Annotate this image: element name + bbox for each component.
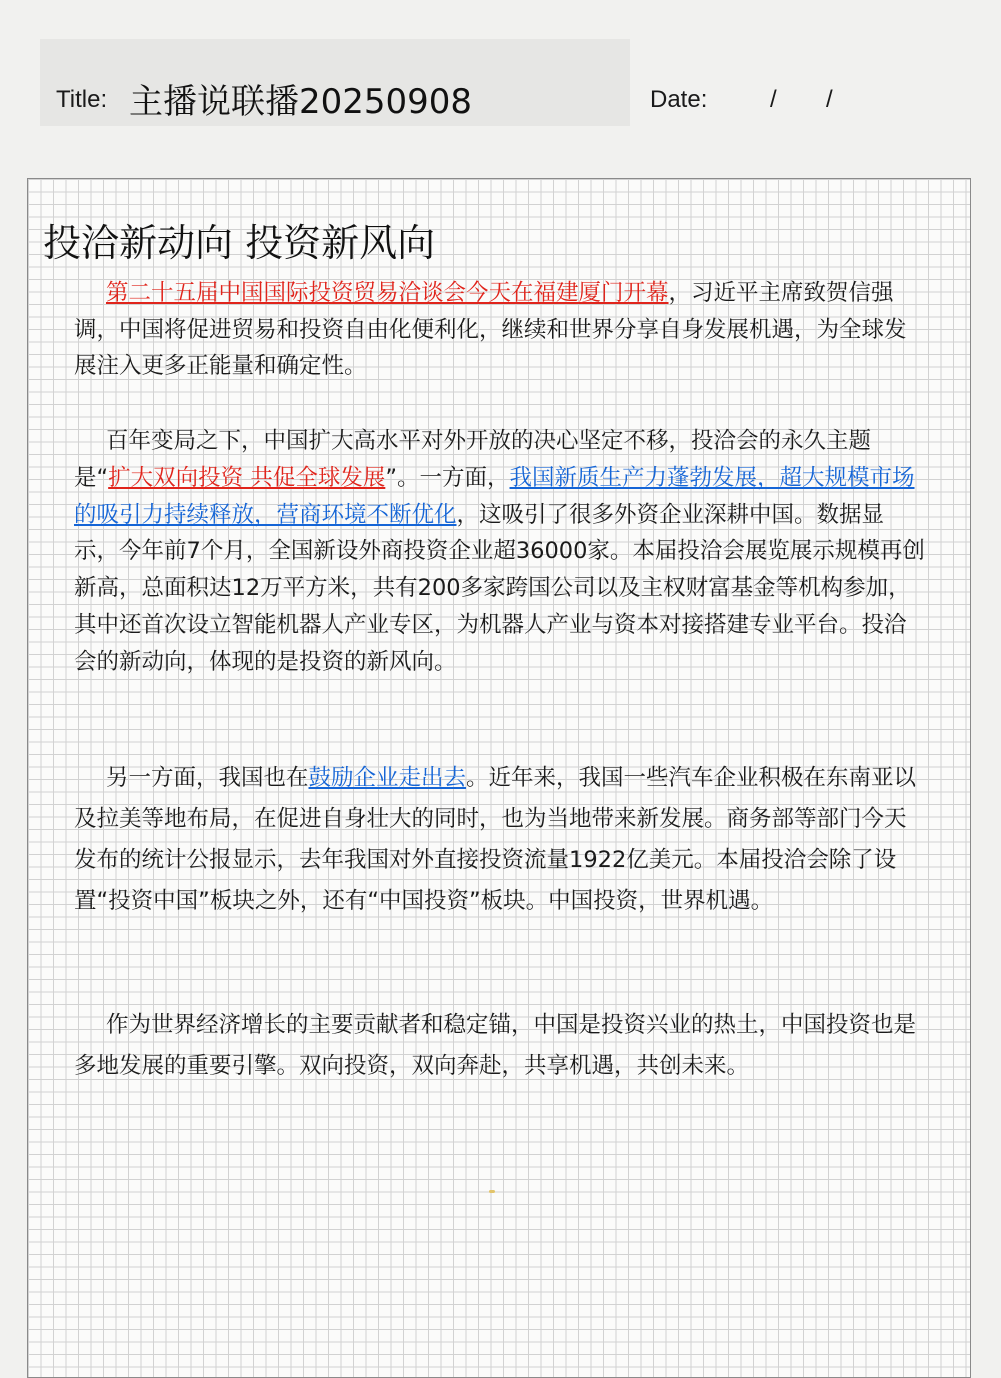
paragraph-text: ”。一方面， [385,464,510,491]
date-label: Date: [650,86,708,113]
paragraph-2 [74,423,926,681]
title-label: Title: [56,86,108,113]
paragraph-4 [74,1005,926,1087]
paragraph-text: ，这吸引了很多外资企业深耕中国。数据显示，今年前7个月，全国新设外商投资企业超36000家。本届投洽会展览展示规模再创新高，总面积达12万平方米，共有200多家跨国公司以及主权财富基金等机构参加，其中还首次设立智能机器人产业专区，为机器人产业与资本对接搭建专业平台。投洽会的新动向，体现的是投资的新风向。 [74,501,925,675]
highlight-red-text: 扩大双向投资 共促全球发展 [108,464,386,491]
paragraph-text: ，习近平主席致贺信强调，中国将促进贸易和投资自由化便利化，继续和世界分享自身发展机遇，为全球发展注入更多正能量和确定性。 [74,280,907,379]
highlight-blue-text: 鼓励企业走出去 [308,765,467,791]
page-title: 主播说联播20250908 [129,82,473,122]
highlight-red-text: 第二十五届中国国际投资贸易洽谈会今天在福建厦门开幕 [106,280,669,306]
highlight-blue-text: 我国新质生产力蓬勃发展，超大规模市场的吸引力持续释放，营商环境不断优化 [74,464,915,528]
paragraph-text: 另一方面，我国也在 [106,765,309,791]
date-slash-1: / [770,86,777,113]
paper-speck [489,1190,495,1193]
paragraph-text: 。近年来，我国一些汽车企业积极在东南亚以及拉美等地布局，在促进自身壮大的同时，也为当地带来新发展。商务部等部门今天发布的统计公报显示，去年我国对外直接投资流量1922亿美元。本届投洽会除了设置“投资中国”板块之外，还有“中国投资”板块。中国投资，世界机遇。 [74,765,917,914]
paragraph-text: 百年变局之下，中国扩大高水平对外开放的决心坚定不移，投洽会的永久主题是“ [74,428,872,491]
paragraph-text: 作为世界经济增长的主要贡献者和稳定锚，中国是投资兴业的热土，中国投资也是多地发展的重要引擎。双向投资，双向奔赴，共享机遇，共创未来。 [74,1012,917,1079]
paragraph-3 [74,758,926,922]
article-heading: 投洽新动向 投资新风向 [43,221,436,265]
paragraph-1 [74,275,926,385]
date-slash-2: / [826,86,833,113]
